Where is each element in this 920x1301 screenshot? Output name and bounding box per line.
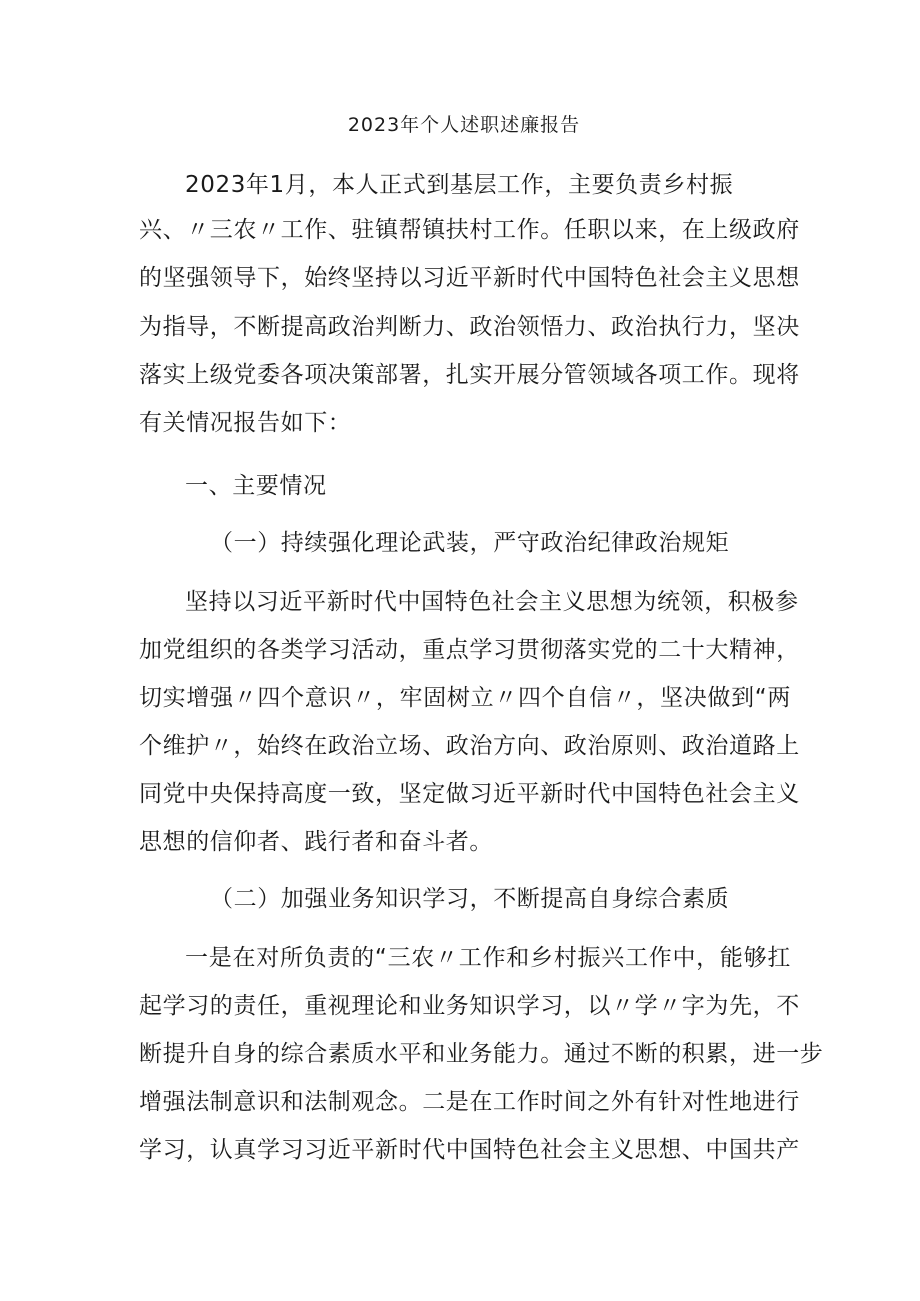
paragraph-line: 思想的信仰者、践行者和奋斗者。 [139,829,493,855]
paragraph-line: 起学习的责任，重视理论和业务知识学习，以〃学〃字为先，不 [139,993,800,1019]
document-title: 2023年个人述职述廉报告 [347,114,581,136]
paragraph-line: 学习，认真学习习近平新时代中国特色社会主义思想、中国共产 [139,1137,800,1163]
paragraph-line: 兴、〃三农〃工作、驻镇帮镇扶村工作。任职以来，在上级政府 [139,217,800,243]
paragraph-line: 断提升自身的综合素质水平和业务能力。通过不断的积累，进一步 [139,1041,824,1067]
paragraph-line: 为指导，不断提高政治判断力、政治领悟力、政治执行力，坚决 [139,314,800,340]
paragraph-line: 切实增强〃四个意识〃，牢固树立〃四个自信〃，坚决做到“两 [139,685,791,711]
paragraph-line: 加党组织的各类学习活动，重点学习贯彻落实党的二十大精神， [139,637,800,663]
paragraph-line: 落实上级党委各项决策部署，扎实开展分管领域各项工作。现将 [139,362,800,388]
subsection-heading: （二）加强业务知识学习，不断提高自身综合素质 [210,886,730,912]
paragraph-line: 坚持以习近平新时代中国特色社会主义思想为统领，积极参 [185,589,799,615]
paragraph-line: 同党中央保持高度一致，坚定做习近平新时代中国特色社会主义 [139,781,800,807]
paragraph-line: 一是在对所负责的“三农〃工作和乡村振兴工作中，能够扛 [185,945,791,971]
paragraph-line: 增强法制意识和法制观念。二是在工作时间之外有针对性地进行 [139,1089,800,1115]
paragraph-line: 有关情况报告如下： [139,410,352,436]
paragraph-line: 的坚强领导下，始终坚持以习近平新时代中国特色社会主义思想 [139,265,800,291]
subsection-heading: （一）持续强化理论武装，严守政治纪律政治规矩 [210,530,730,556]
section-heading: 一、主要情况 [185,473,327,499]
paragraph-line: 2023年1月，本人正式到基层工作，主要负责乡村振 [185,172,734,198]
paragraph-line: 个维护〃，始终在政治立场、政治方向、政治原则、政治道路上 [139,733,800,759]
